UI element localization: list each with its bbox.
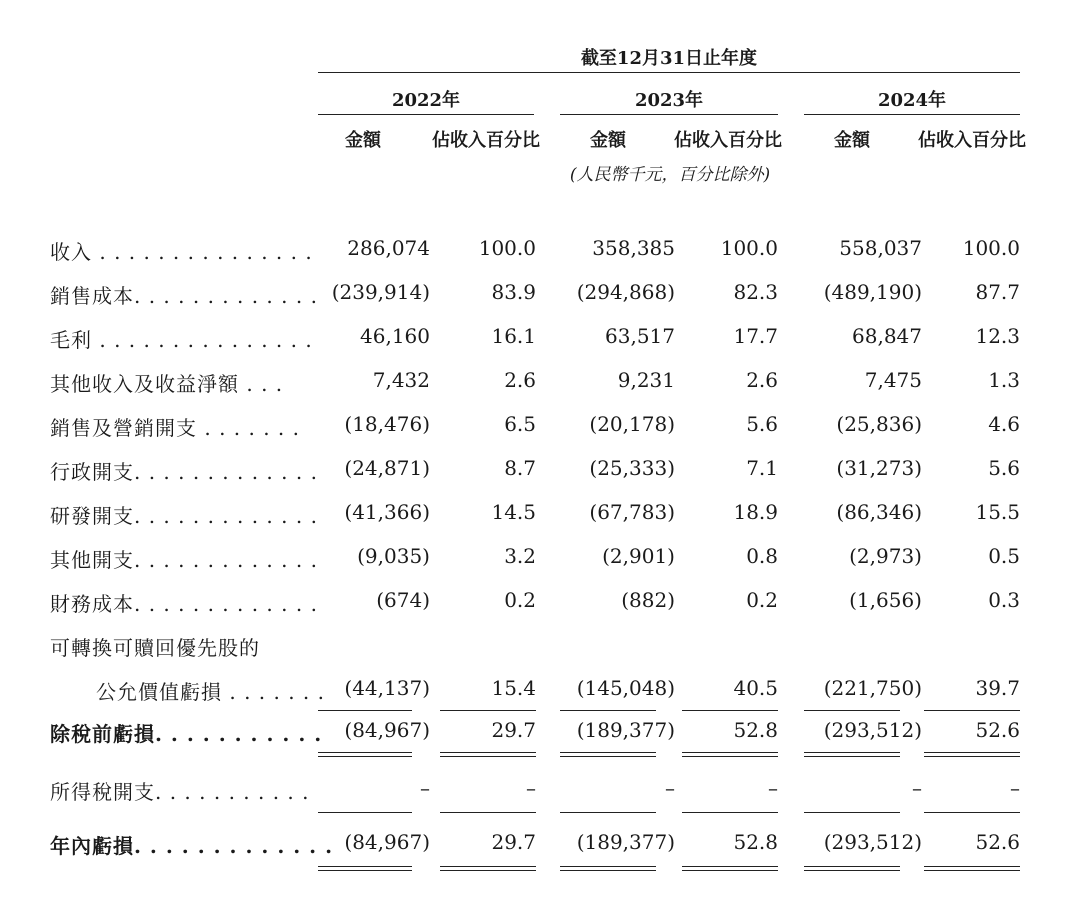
table-row <box>0 236 1080 276</box>
cell-value: 63,517 <box>605 324 675 348</box>
cell-value: – <box>1010 776 1020 800</box>
cell-value: (2,973) <box>849 544 922 568</box>
cell-value: (674) <box>376 588 430 612</box>
row-label: 其他開支. . . . . . . . . . . . . <box>50 548 318 572</box>
col-pct-2022: 佔收入百分比 <box>432 130 540 151</box>
cell-value: 87.7 <box>975 280 1020 304</box>
cell-value: 5.6 <box>746 412 778 436</box>
cell-value: (221,750) <box>823 676 922 700</box>
cell-value: 39.7 <box>975 676 1020 700</box>
row-label: 年內虧損. . . . . . . . . . . . . <box>50 834 334 858</box>
cell-value: 9,231 <box>617 368 675 392</box>
table-row-loss-before-tax <box>0 718 1080 758</box>
underline <box>318 710 412 711</box>
double-underline <box>440 866 536 871</box>
double-underline <box>682 866 778 871</box>
cell-value: (67,783) <box>589 500 675 524</box>
cell-value: (489,190) <box>823 280 922 304</box>
underline <box>924 710 1020 711</box>
cell-value: 29.7 <box>491 830 536 854</box>
period-rule <box>318 72 1020 73</box>
col-pct-2023: 佔收入百分比 <box>674 130 782 151</box>
cell-value: (41,366) <box>344 500 430 524</box>
cell-value: (86,346) <box>836 500 922 524</box>
cell-value: (44,137) <box>344 676 430 700</box>
cell-value: 100.0 <box>478 236 536 260</box>
cell-value: 52.6 <box>975 718 1020 742</box>
cell-value: (1,656) <box>849 588 922 612</box>
underline <box>560 812 656 813</box>
cell-value: (189,377) <box>576 718 675 742</box>
col-amount-2022: 金額 <box>345 130 381 151</box>
cell-value: 17.7 <box>733 324 778 348</box>
double-underline <box>318 752 412 757</box>
table-row <box>0 324 1080 364</box>
cell-value: 358,385 <box>592 236 675 260</box>
cell-value: (20,178) <box>589 412 675 436</box>
underline <box>440 812 536 813</box>
row-label: 公允價值虧損 . . . . . . . <box>96 680 326 704</box>
cell-value: 40.5 <box>733 676 778 700</box>
cell-value: (18,476) <box>344 412 430 436</box>
cell-value: 46,160 <box>360 324 430 348</box>
cell-value: – <box>526 776 536 800</box>
cell-value: 18.9 <box>733 500 778 524</box>
cell-value: (145,048) <box>576 676 675 700</box>
underline <box>560 710 656 711</box>
double-underline <box>924 752 1020 757</box>
cell-value: 83.9 <box>491 280 536 304</box>
cell-value: (24,871) <box>344 456 430 480</box>
underline <box>318 812 412 813</box>
cell-value: – <box>912 776 922 800</box>
cell-value: (293,512) <box>823 830 922 854</box>
table-row <box>0 500 1080 540</box>
cell-value: 0.3 <box>988 588 1020 612</box>
cell-value: 68,847 <box>852 324 922 348</box>
table-row-income-tax <box>0 776 1080 816</box>
cell-value: (25,333) <box>589 456 675 480</box>
cell-value: 14.5 <box>491 500 536 524</box>
cell-value: 7.1 <box>746 456 778 480</box>
cell-value: – <box>420 776 430 800</box>
cell-value: (294,868) <box>576 280 675 304</box>
table-row <box>0 456 1080 496</box>
row-label: 其他收入及收益淨額 . . . <box>50 372 284 396</box>
underline <box>440 710 536 711</box>
cell-value: 0.5 <box>988 544 1020 568</box>
cell-value: 100.0 <box>962 236 1020 260</box>
cell-value: 29.7 <box>491 718 536 742</box>
cell-value: 2.6 <box>746 368 778 392</box>
cell-value: (9,035) <box>357 544 430 568</box>
cell-value: 52.8 <box>733 830 778 854</box>
underline <box>804 812 900 813</box>
cell-value: 286,074 <box>347 236 430 260</box>
row-label: 收入 . . . . . . . . . . . . . . . <box>50 240 313 264</box>
table-row <box>0 544 1080 584</box>
period-heading: 截至12月31日止年度 <box>580 48 758 69</box>
row-label: 毛利 . . . . . . . . . . . . . . . <box>50 328 313 352</box>
row-label: 財務成本. . . . . . . . . . . . . <box>50 592 318 616</box>
cell-value: 2.6 <box>504 368 536 392</box>
year-rule-2024 <box>804 114 1020 115</box>
cell-value: 4.6 <box>988 412 1020 436</box>
row-label: 除稅前虧損. . . . . . . . . . . <box>50 722 323 746</box>
col-amount-2023: 金額 <box>590 130 626 151</box>
row-label: 銷售成本. . . . . . . . . . . . . <box>50 284 318 308</box>
row-label: 所得稅開支. . . . . . . . . . . <box>50 780 310 804</box>
table-row <box>0 280 1080 320</box>
cell-value: (2,901) <box>602 544 675 568</box>
year-rule-2022 <box>318 114 534 115</box>
cell-value: 100.0 <box>720 236 778 260</box>
double-underline <box>924 866 1020 871</box>
cell-value: 1.3 <box>988 368 1020 392</box>
cell-value: (31,273) <box>836 456 922 480</box>
table-row-loss-for-year <box>0 830 1080 870</box>
cell-value: 82.3 <box>733 280 778 304</box>
col-pct-2024: 佔收入百分比 <box>918 130 1026 151</box>
year-rule-2023 <box>560 114 778 115</box>
table-row <box>0 588 1080 628</box>
cell-value: 16.1 <box>491 324 536 348</box>
row-label: 研發開支. . . . . . . . . . . . . <box>50 504 318 528</box>
double-underline <box>440 752 536 757</box>
cell-value: 0.2 <box>746 588 778 612</box>
cell-value: (84,967) <box>344 718 430 742</box>
cell-value: 7,432 <box>372 368 430 392</box>
double-underline <box>682 752 778 757</box>
cell-value: 15.5 <box>975 500 1020 524</box>
cell-value: 52.8 <box>733 718 778 742</box>
cell-value: – <box>665 776 675 800</box>
row-label: 銷售及營銷開支 . . . . . . . <box>50 416 301 440</box>
cell-value: 3.2 <box>504 544 536 568</box>
cell-value: 6.5 <box>504 412 536 436</box>
cell-value: 15.4 <box>491 676 536 700</box>
double-underline <box>804 866 900 871</box>
underline <box>924 812 1020 813</box>
year-heading-2022: 2022年 <box>391 90 461 111</box>
table-row <box>0 368 1080 408</box>
year-heading-2024: 2024年 <box>877 90 947 111</box>
double-underline <box>560 866 656 871</box>
cell-value: (25,836) <box>836 412 922 436</box>
cell-value: (84,967) <box>344 830 430 854</box>
table-row <box>0 412 1080 452</box>
cell-value: 558,037 <box>839 236 922 260</box>
cell-value: 5.6 <box>988 456 1020 480</box>
table-row <box>0 676 1080 716</box>
cell-value: 52.6 <box>975 830 1020 854</box>
table-row <box>0 632 1080 672</box>
cell-value: 0.8 <box>746 544 778 568</box>
cell-value: (293,512) <box>823 718 922 742</box>
cell-value: 8.7 <box>504 456 536 480</box>
double-underline <box>560 752 656 757</box>
cell-value: (882) <box>621 588 675 612</box>
underline <box>682 710 778 711</box>
cell-value: 0.2 <box>504 588 536 612</box>
row-label: 行政開支. . . . . . . . . . . . . <box>50 460 318 484</box>
row-label: 可轉換可贖回優先股的 <box>50 636 260 660</box>
cell-value: (239,914) <box>331 280 430 304</box>
col-amount-2024: 金額 <box>834 130 870 151</box>
cell-value: (189,377) <box>576 830 675 854</box>
cell-value: – <box>768 776 778 800</box>
cell-value: 12.3 <box>975 324 1020 348</box>
double-underline <box>318 866 412 871</box>
unit-note: (人民幣千元，百分比除外) <box>569 165 771 185</box>
underline <box>682 812 778 813</box>
underline <box>804 710 900 711</box>
year-heading-2023: 2023年 <box>634 90 704 111</box>
double-underline <box>804 752 900 757</box>
cell-value: 7,475 <box>864 368 922 392</box>
